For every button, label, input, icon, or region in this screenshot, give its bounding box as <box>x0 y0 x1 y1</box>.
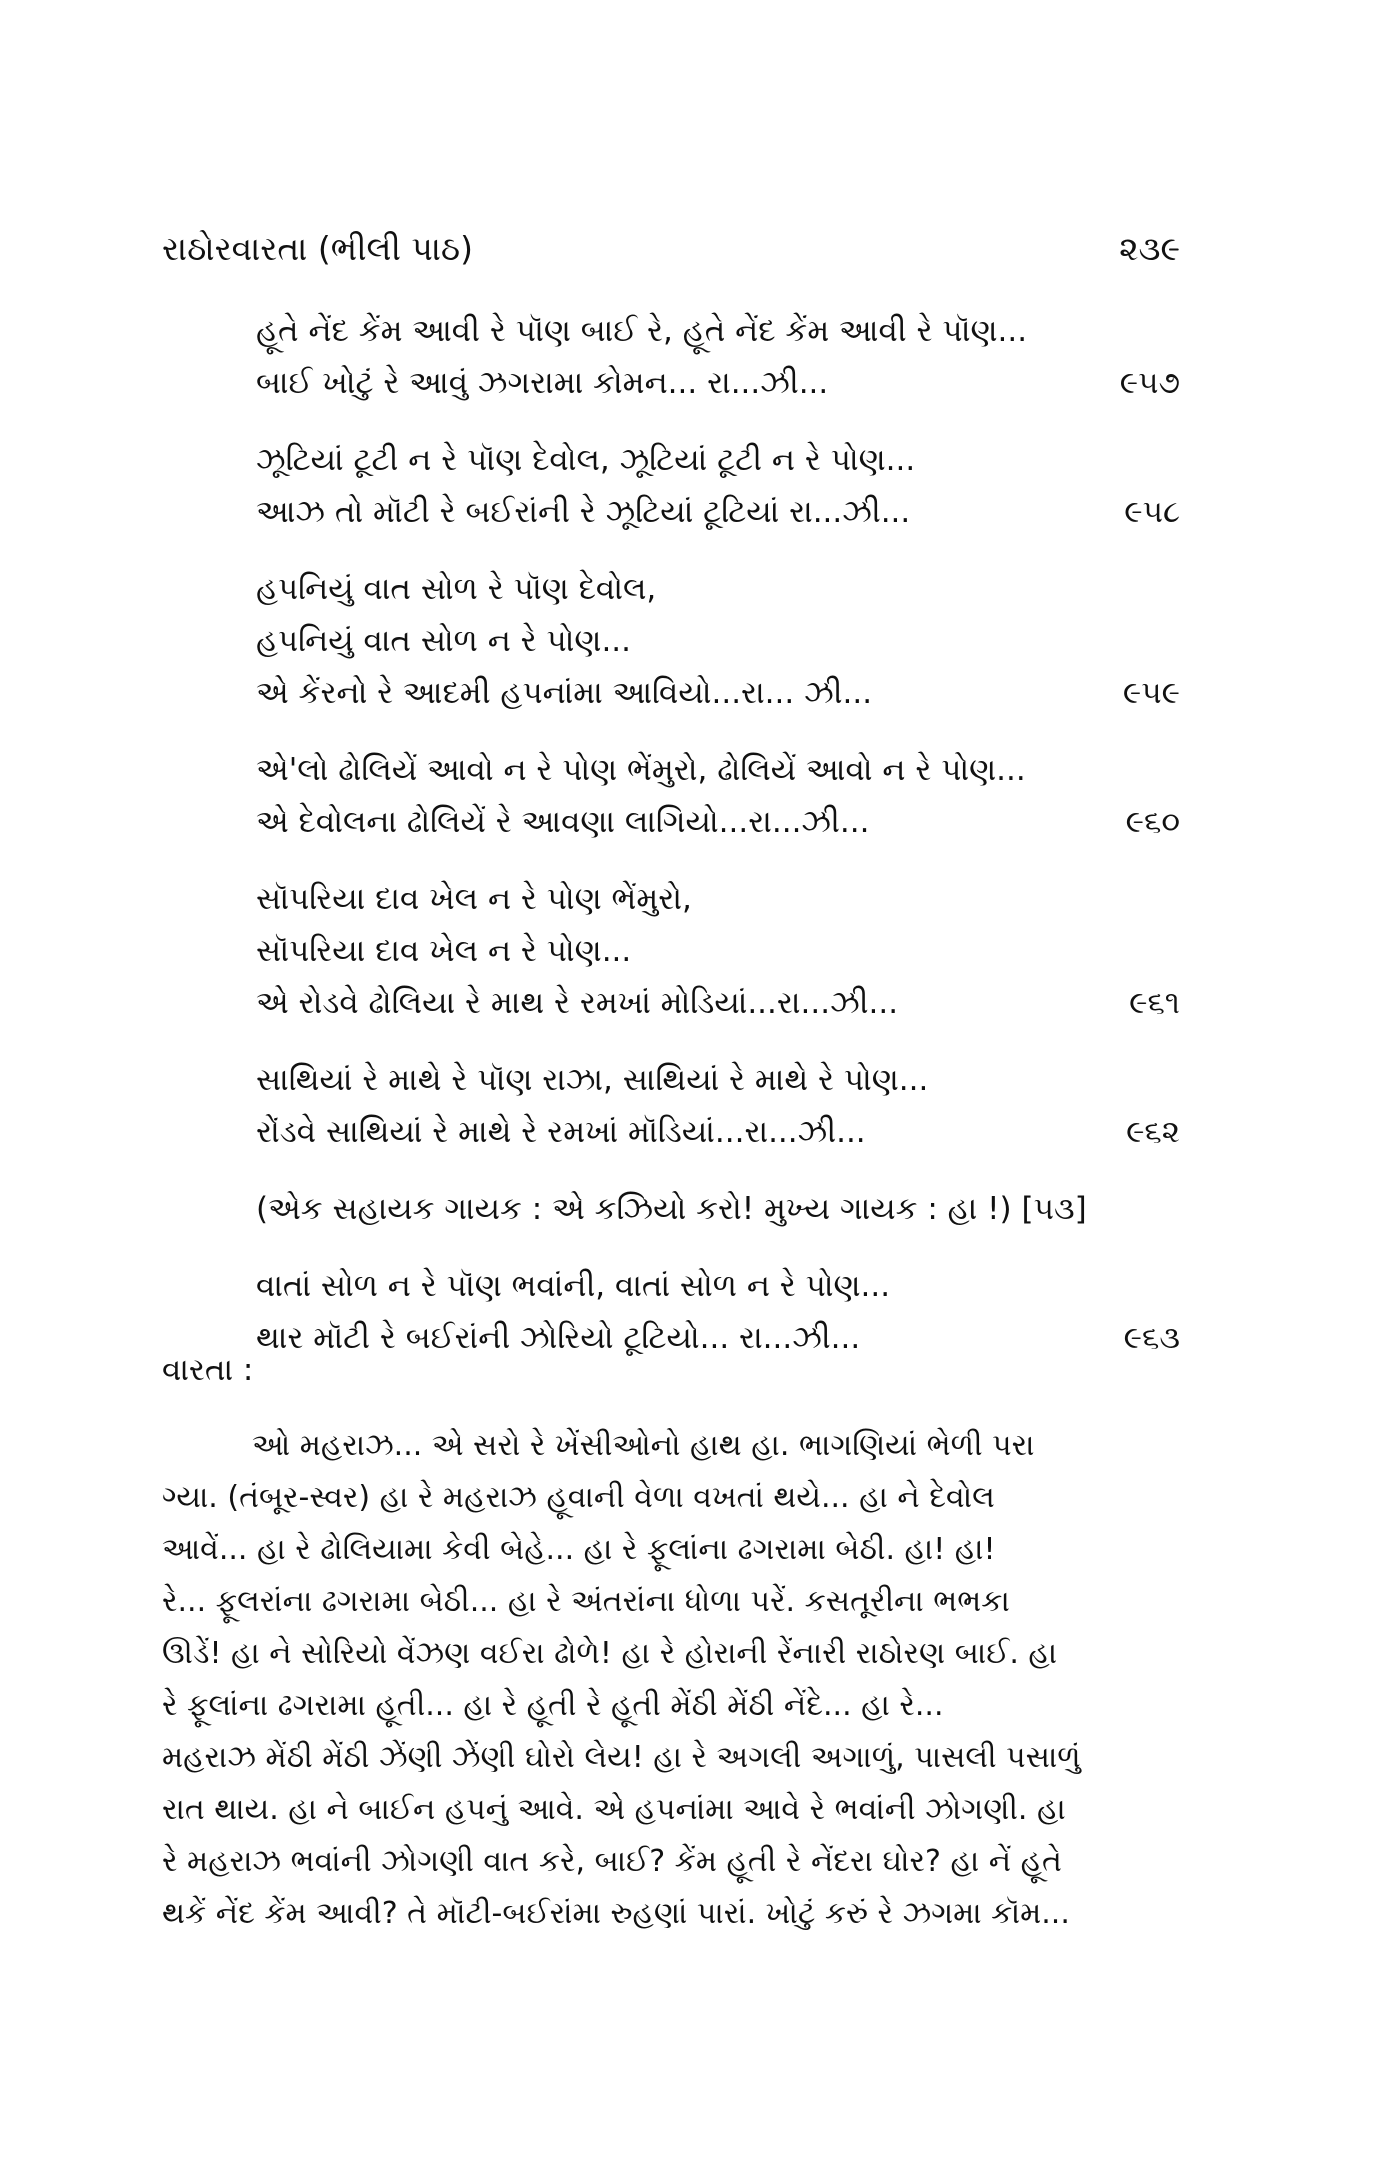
prose-line: રે... ફૂલરાંના ઢગરામા બેઠી... હા રે અંતરાંના ધોળા પરેં. કસતૂરીના ભભકા <box>162 1584 1010 1619</box>
verse-line <box>256 434 1180 486</box>
prose-line: થકેં નેંદ કેંમ આવી? તે મૉટી-બઈરાંમા રુહણાં પારાં. ખોટું કરું રે ઝગમા કૉમ... <box>162 1896 1070 1931</box>
verse-text: આઝ તો મૉટી રે બઈરાંની રે ઝૂટિયાં ટૂટિયાં રા...ઝી... <box>256 494 911 530</box>
verse-number: ૯૫૯ <box>1122 675 1180 711</box>
verse-number: ૯૫૮ <box>1124 494 1180 530</box>
verse-line <box>256 1054 1180 1106</box>
prose-line: ઓ મહરાઝ... એ સરો રે ખેંસીઓનો હાથ હા. ભાગણિયાં ભેળી પરા <box>252 1428 1035 1463</box>
verse-number: ૯૬૧ <box>1129 985 1180 1021</box>
stanza-961 <box>256 873 1180 1029</box>
running-head: રાઠોરવારતા (ભીલી પાઠ) <box>162 229 473 268</box>
verse-number: ૯૫૭ <box>1119 365 1180 401</box>
verse-text: સૉપરિયા દાવ ખેલ ન રે પોણ ભેંમુરો, <box>256 881 692 917</box>
verse-number: ૯૬૨ <box>1126 1114 1180 1150</box>
verse-line <box>256 1106 1180 1158</box>
singer-note: (એક સહાયક ગાયક : એ કઝિયો કરો! મુખ્ય ગાયક : હા !) [૫૩] <box>256 1191 1087 1227</box>
verse-line <box>256 744 1180 796</box>
page-header <box>162 224 1180 274</box>
stanza-960 <box>256 744 1180 848</box>
verse-text: એ રોડવે ઢોલિયા રે માથ રે રમખાં મોડિયાં...રા...ઝી... <box>256 985 899 1021</box>
prose-line: મહરાઝ મેંઠી મેંઠી ઝેંણી ઝેંણી ઘોરો લેય! હા રે અગલી અગાળું, પાસલી પસાળું <box>162 1740 1081 1775</box>
stanza-957 <box>256 305 1180 409</box>
prose-line: રાત થાય. હા ને બાઈન હપનું આવે. એ હપનાંમા આવે રે ભવાંની ઝોગણી. હા <box>162 1792 1066 1827</box>
prose-line: આવેં... હા રે ઢોલિયામા કેવી બેહે... હા રે ફૂલાંના ઢગરામા બેઠી. હા! હા! <box>162 1532 996 1567</box>
verse-text: ઝૂટિયાં ટૂટી ન રે પૉણ દેવોલ, ઝૂટિયાં ટૂટી ન રે પોણ... <box>256 442 916 478</box>
section-heading: વારતા : <box>162 1352 254 1388</box>
verse-text: હપનિયું વાત સોળ રે પૉણ દેવોલ, <box>256 571 657 607</box>
verse-text: વાતાં સોળ ન રે પૉણ ભવાંની, વાતાં સોળ ન રે પોણ... <box>256 1268 891 1304</box>
verse-line <box>256 563 1180 615</box>
verse-number: ૯૬૩ <box>1123 1320 1180 1356</box>
verse-text: સૉપરિયા દાવ ખેલ ન રે પોણ... <box>256 933 632 969</box>
verse-text: એ દેવોલના ઢોલિયેં રે આવણા લાગિયો...રા...ઝી... <box>256 804 870 840</box>
verse-text: હપનિયું વાત સોળ ન રે પોણ... <box>256 623 632 659</box>
prose-line: ઊડેં! હા ને સોરિયો વેંઝણ વઈરા ઢોળે! હા રે હોરાની રેંનારી રાઠોરણ બાઈ. હા <box>162 1636 1058 1671</box>
verse-line <box>256 873 1180 925</box>
prose-line: રે ફૂલાંના ઢગરામા હૂતી... હા રે હૂતી રે હૂતી મેંઠી મેંઠી નેંદે... હા રે... <box>162 1688 944 1723</box>
verse-line <box>256 486 1180 538</box>
prose-paragraph <box>162 1420 1202 1940</box>
verse-text: સાથિયાં રે માથે રે પૉણ રાઝા, સાથિયાં રે માથે રે પોણ... <box>256 1062 929 1098</box>
verse-text: રોંડવે સાથિયાં રે માથે રે રમખાં મૉડિયાં...રા...ઝી... <box>256 1114 866 1150</box>
verse-line <box>256 1260 1180 1312</box>
stanza-963 <box>256 1260 1180 1364</box>
verse-line <box>256 305 1180 357</box>
verse-text: હૂતે નેંદ કેંમ આવી રે પૉણ બાઈ રે, હૂતે નેંદ કેંમ આવી રે પૉણ... <box>256 313 1028 349</box>
stanza-962 <box>256 1054 1180 1158</box>
verse-line <box>256 615 1180 667</box>
verse-line <box>256 796 1180 848</box>
page-number: ૨૩૯ <box>1119 229 1180 268</box>
verse-line <box>256 925 1180 977</box>
verse-number: ૯૬૦ <box>1125 804 1180 840</box>
verse-text: બાઈ ખોટું રે આવું ઝગરામા કોમન... રા...ઝી... <box>256 365 829 401</box>
verse-line <box>256 1312 1180 1364</box>
verse-text: એ'લો ઢોલિયેં આવો ન રે પોણ ભેંમુરો, ઢોલિયેં આવો ન રે પોણ... <box>256 752 1026 788</box>
verse-text: એ કેંરનો રે આદમી હપનાંમા આવિયો...રા... ઝી... <box>256 675 873 711</box>
verse-line <box>256 667 1180 719</box>
verse-line <box>256 977 1180 1029</box>
stanza-959 <box>256 563 1180 719</box>
stanza-958 <box>256 434 1180 538</box>
verse-line <box>256 357 1180 409</box>
prose-line: ગ્યા. (તંબૂર-સ્વર) હા રે મહરાઝ હૂવાની વેળા વખતાં થયે... હા ને દેવોલ <box>162 1480 995 1515</box>
prose-line: રે મહરાઝ ભવાંની ઝોગણી વાત કરે, બાઈ? કેંમ હૂતી રે નેંદરા ઘોર? હા નેં હૂતે <box>162 1844 1062 1879</box>
verse-text: થાર મૉટી રે બઈરાંની ઝોરિયો ટૂટિયો... રા...ઝી... <box>256 1320 861 1356</box>
verse-section <box>256 305 1180 1389</box>
